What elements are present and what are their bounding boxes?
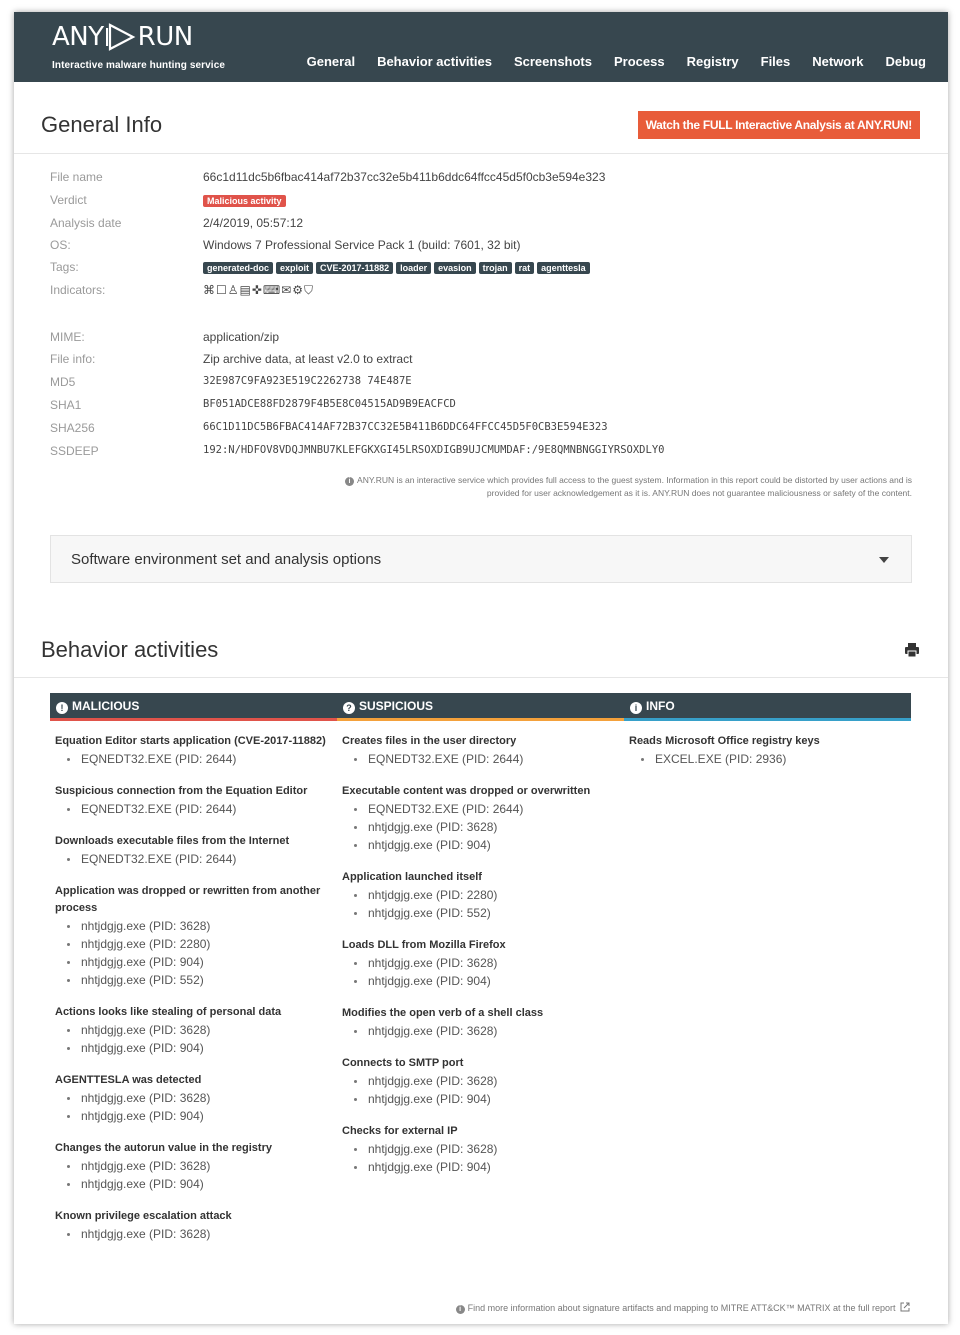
process-entry[interactable]: EQNEDT32.EXE (PID: 2644) bbox=[55, 850, 332, 868]
verdict-badge: Malicious activity bbox=[203, 195, 286, 207]
alert-icon: ! bbox=[56, 702, 68, 714]
nav-network[interactable]: Network bbox=[812, 54, 864, 69]
malicious-list bbox=[50, 721, 337, 1243]
behavior-item-title: Suspicious connection from the Equation Editor bbox=[55, 785, 308, 797]
nav-files[interactable]: Files bbox=[760, 54, 791, 69]
ssdeep-value: 192:N/HDFOV8VDQJMNBU7KLEFGKXGI45LRSOXDIGB9UJCMUMDAF:/9E8QMNBNGGIYRSOXDLY0 bbox=[203, 444, 665, 456]
process-entry[interactable]: nhtjdgjg.exe (PID: 3628) bbox=[342, 1140, 619, 1158]
tag-badge[interactable]: CVE-2017-11882 bbox=[316, 262, 393, 274]
nav-registry[interactable]: Registry bbox=[686, 54, 739, 69]
behavior-item[interactable] bbox=[342, 783, 619, 854]
behavior-item-title: Downloads executable files from the Internet bbox=[55, 835, 290, 847]
nav-general[interactable]: General bbox=[306, 54, 356, 69]
process-entry[interactable]: EQNEDT32.EXE (PID: 2644) bbox=[55, 750, 332, 768]
info-icon: i bbox=[456, 1305, 465, 1314]
behavior-title: Behavior activities bbox=[41, 637, 219, 662]
behavior-item[interactable] bbox=[342, 869, 619, 922]
behavior-item-title: AGENTTESLA was detected bbox=[55, 1074, 202, 1086]
behavior-item[interactable] bbox=[55, 783, 332, 818]
play-icon bbox=[106, 23, 136, 51]
process-entry[interactable]: EQNEDT32.EXE (PID: 2644) bbox=[342, 750, 619, 768]
suspicious-column bbox=[337, 693, 624, 1191]
sha256-label: SHA256 bbox=[50, 421, 95, 435]
process-entry[interactable]: nhtjdgjg.exe (PID: 904) bbox=[55, 1107, 332, 1125]
behavior-item-title: Creates files in the user directory bbox=[342, 735, 517, 747]
process-entry[interactable]: nhtjdgjg.exe (PID: 904) bbox=[342, 1090, 619, 1108]
behavior-item-title: Executable content was dropped or overwritten bbox=[342, 785, 591, 797]
mitre-footer-note[interactable] bbox=[456, 1302, 910, 1314]
behavior-item-title: Equation Editor starts application (CVE-2017-11882) bbox=[55, 735, 326, 747]
tag-badge[interactable]: generated-doc bbox=[203, 262, 273, 274]
info-header: i INFO bbox=[624, 693, 911, 721]
question-icon: ? bbox=[343, 702, 355, 714]
process-entry[interactable]: nhtjdgjg.exe (PID: 3628) bbox=[55, 1089, 332, 1107]
file-info-value: Zip archive data, at least v2.0 to extract bbox=[203, 352, 413, 366]
environment-options-label: Software environment set and analysis options bbox=[71, 551, 382, 568]
process-entry[interactable]: nhtjdgjg.exe (PID: 3628) bbox=[55, 1021, 332, 1039]
suspicious-header: ? SUSPICIOUS bbox=[337, 693, 624, 721]
info-list bbox=[624, 721, 911, 768]
file-info-label: File info: bbox=[50, 352, 96, 366]
process-entry[interactable]: nhtjdgjg.exe (PID: 3628) bbox=[342, 818, 619, 836]
logo-tagline: Interactive malware hunting service bbox=[52, 60, 226, 71]
process-entry[interactable]: nhtjdgjg.exe (PID: 552) bbox=[342, 904, 619, 922]
behavior-item[interactable] bbox=[55, 883, 332, 989]
mitre-footer-text: Find more information about signature artifacts and mapping to MITRE ATT&CK™ MATRIX at the full report bbox=[467, 1303, 896, 1313]
behavior-header bbox=[14, 612, 948, 678]
nav-process[interactable]: Process bbox=[614, 54, 665, 69]
disclaimer-text: ANY.RUN is an interactive service which provides full access to the guest system. Information in this report could be distorted by user actions and is provided for user acknowledgement as it is. ANY.RUN does not guarantee maliciousness or safety of the content. bbox=[357, 475, 912, 498]
tag-badge[interactable]: exploit bbox=[276, 262, 313, 274]
process-entry[interactable]: nhtjdgjg.exe (PID: 904) bbox=[55, 1039, 332, 1057]
top-navbar bbox=[14, 12, 948, 82]
malicious-column bbox=[50, 693, 337, 1258]
behavior-item-title: Connects to SMTP port bbox=[342, 1057, 464, 1069]
behavior-item-title: Application launched itself bbox=[342, 871, 482, 883]
behavior-item-title: Checks for external IP bbox=[342, 1125, 458, 1137]
environment-options-toggle[interactable] bbox=[50, 535, 912, 583]
tag-badge[interactable]: rat bbox=[515, 262, 535, 274]
tag-badge[interactable]: agenttesla bbox=[537, 262, 590, 274]
malicious-header: ! MALICIOUS bbox=[50, 693, 337, 721]
ssdeep-label: SSDEEP bbox=[50, 444, 99, 458]
behavior-item-title: Reads Microsoft Office registry keys bbox=[629, 735, 820, 747]
process-entry[interactable]: nhtjdgjg.exe (PID: 3628) bbox=[342, 1022, 619, 1040]
logo-text-right: RUN bbox=[137, 22, 193, 52]
nav-debug[interactable]: Debug bbox=[885, 54, 926, 69]
behavior-item-title: Loads DLL from Mozilla Firefox bbox=[342, 939, 506, 951]
caret-down-icon bbox=[879, 557, 889, 563]
os-value: Windows 7 Professional Service Pack 1 (build: 7601, 32 bit) bbox=[203, 238, 521, 252]
behavior-item[interactable] bbox=[342, 733, 619, 768]
behavior-item[interactable] bbox=[342, 1123, 619, 1176]
analysis-date-label: Analysis date bbox=[50, 216, 122, 230]
process-entry[interactable]: nhtjdgjg.exe (PID: 3628) bbox=[55, 917, 332, 935]
tag-badge[interactable]: trojan bbox=[479, 262, 512, 274]
sha1-value: BF051ADCE88FD2879F4B5E8C04515AD9B9EACFCD bbox=[203, 398, 456, 410]
info-column bbox=[624, 693, 911, 783]
indicator-icons: ⌘☐♙▤✜⌨✉⚙⛉ bbox=[203, 283, 315, 297]
process-entry[interactable]: nhtjdgjg.exe (PID: 904) bbox=[342, 972, 619, 990]
process-entry[interactable]: nhtjdgjg.exe (PID: 904) bbox=[55, 953, 332, 971]
md5-value: 32E987C9FA923E519C2262738 74E487E bbox=[203, 375, 412, 387]
mime-value: application/zip bbox=[203, 330, 280, 344]
process-entry[interactable]: nhtjdgjg.exe (PID: 3628) bbox=[55, 1157, 332, 1175]
os-label: OS: bbox=[50, 238, 71, 252]
md5-label: MD5 bbox=[50, 375, 76, 389]
behavior-item-title: Application was dropped or rewritten from another process bbox=[55, 885, 321, 914]
behavior-item-title: Actions looks like stealing of personal data bbox=[55, 1006, 282, 1018]
process-entry[interactable]: nhtjdgjg.exe (PID: 3628) bbox=[55, 1225, 332, 1243]
analysis-date-value: 2/4/2019, 05:57:12 bbox=[203, 216, 304, 230]
nav-behavior-activities[interactable]: Behavior activities bbox=[377, 54, 492, 69]
sha256-value: 66C1D11DC5B6FBAC414AF72B37CC32E5B411B6DDC64FFCC45D5F0CB3E594E323 bbox=[203, 421, 608, 433]
tags-label: Tags: bbox=[50, 260, 79, 274]
indicators-label: Indicators: bbox=[50, 283, 106, 297]
behavior-item[interactable] bbox=[55, 833, 332, 868]
process-entry[interactable]: nhtjdgjg.exe (PID: 552) bbox=[55, 971, 332, 989]
main-nav bbox=[307, 54, 926, 69]
process-entry[interactable]: nhtjdgjg.exe (PID: 2280) bbox=[342, 886, 619, 904]
process-entry[interactable]: nhtjdgjg.exe (PID: 3628) bbox=[342, 954, 619, 972]
suspicious-list bbox=[337, 721, 624, 1176]
process-entry[interactable]: EXCEL.EXE (PID: 2936) bbox=[629, 750, 906, 768]
behavior-item[interactable] bbox=[55, 1140, 332, 1193]
info-icon: i bbox=[630, 702, 642, 714]
file-name-label: File name bbox=[50, 170, 103, 184]
file-name-value: 66c1d11dc5b6fbac414af72b37cc32e5b411b6ddc64ffcc45d5f0cb3e594e323 bbox=[203, 170, 606, 184]
process-entry[interactable]: nhtjdgjg.exe (PID: 904) bbox=[55, 1175, 332, 1193]
general-info-title: General Info bbox=[41, 112, 163, 137]
process-entry[interactable]: nhtjdgjg.exe (PID: 3628) bbox=[342, 1072, 619, 1090]
behavior-item[interactable] bbox=[55, 733, 332, 768]
printer-icon[interactable] bbox=[904, 642, 920, 658]
behavior-item[interactable] bbox=[55, 1072, 332, 1125]
nav-screenshots[interactable]: Screenshots bbox=[513, 54, 592, 69]
process-entry[interactable]: nhtjdgjg.exe (PID: 2280) bbox=[55, 935, 332, 953]
verdict-label: Verdict bbox=[50, 193, 87, 207]
behavior-item[interactable] bbox=[342, 1055, 619, 1108]
sha1-label: SHA1 bbox=[50, 398, 82, 412]
tag-badge[interactable]: loader bbox=[396, 262, 431, 274]
mime-label: MIME: bbox=[50, 330, 85, 344]
process-entry[interactable]: EQNEDT32.EXE (PID: 2644) bbox=[342, 800, 619, 818]
external-link-icon bbox=[900, 1302, 910, 1312]
behavior-item[interactable] bbox=[342, 937, 619, 990]
report-frame bbox=[14, 12, 948, 1324]
anyrun-logo[interactable] bbox=[52, 22, 225, 71]
logo-text-left: ANY bbox=[52, 22, 104, 52]
behavior-item-title: Modifies the open verb of a shell class bbox=[342, 1007, 544, 1019]
behavior-item-title: Known privilege escalation attack bbox=[55, 1210, 232, 1222]
process-entry[interactable]: EQNEDT32.EXE (PID: 2644) bbox=[55, 800, 332, 818]
behavior-item[interactable] bbox=[55, 1004, 332, 1057]
disclaimer-note bbox=[322, 474, 912, 500]
process-entry[interactable]: nhtjdgjg.exe (PID: 904) bbox=[342, 1158, 619, 1176]
behavior-item[interactable] bbox=[629, 733, 906, 768]
behavior-item[interactable] bbox=[55, 1208, 332, 1243]
process-entry[interactable]: nhtjdgjg.exe (PID: 904) bbox=[342, 836, 619, 854]
behavior-item[interactable] bbox=[342, 1005, 619, 1040]
watch-full-analysis-button[interactable]: Watch the FULL Interactive Analysis at ANY.RUN! bbox=[638, 111, 920, 139]
behavior-item-title: Changes the autorun value in the registry bbox=[55, 1142, 272, 1154]
tag-badge[interactable]: evasion bbox=[434, 262, 476, 274]
info-icon: i bbox=[345, 477, 354, 486]
